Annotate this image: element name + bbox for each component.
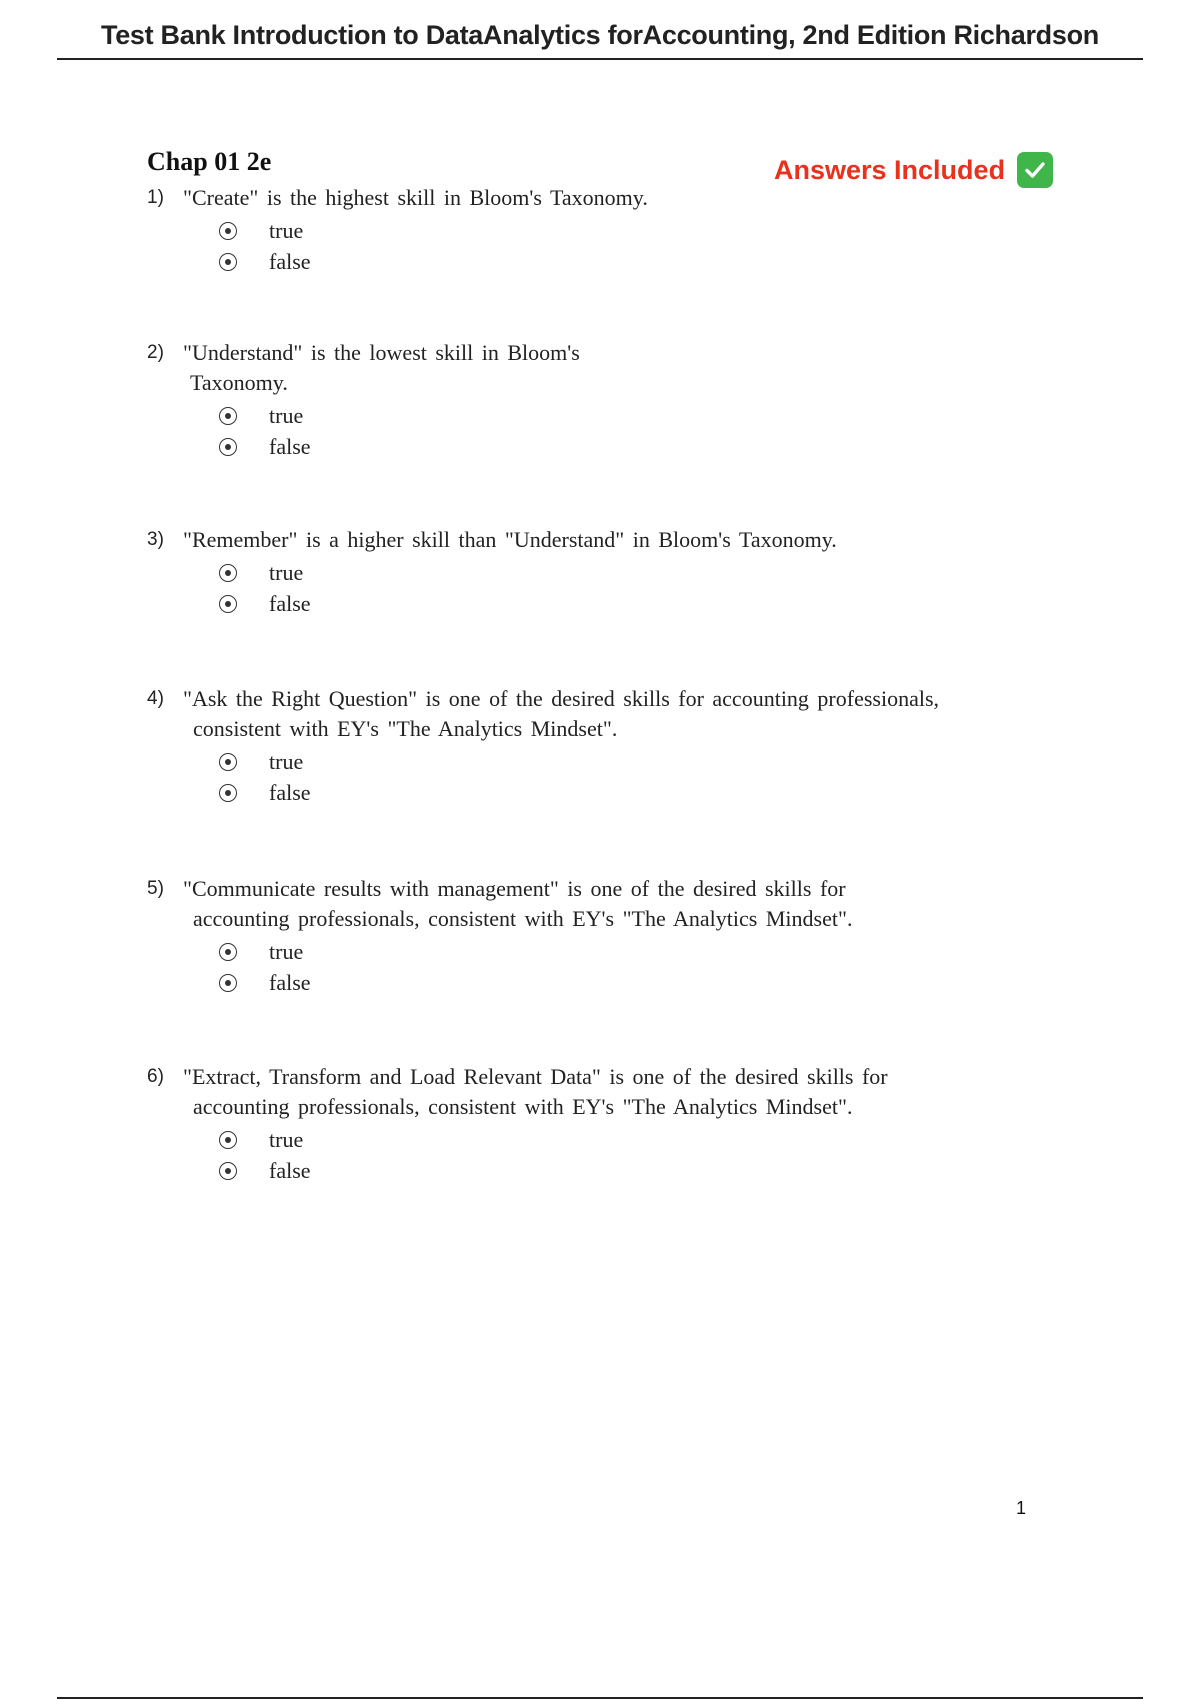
question-text-line: Taxonomy. <box>190 370 288 395</box>
question-5 <box>147 874 1027 998</box>
option-label: true <box>269 402 304 428</box>
option-label: true <box>269 559 304 585</box>
option-true[interactable] <box>219 400 1027 431</box>
option-label: false <box>269 969 311 995</box>
option-label: false <box>269 1157 311 1183</box>
option-label: false <box>269 248 311 274</box>
radio-button-icon[interactable] <box>219 438 237 456</box>
question-2 <box>147 338 1027 462</box>
radio-button-icon[interactable] <box>219 1131 237 1149</box>
radio-button-icon[interactable] <box>219 753 237 771</box>
option-true[interactable] <box>219 936 1027 967</box>
radio-button-icon[interactable] <box>219 253 237 271</box>
option-label: false <box>269 433 311 459</box>
question-number: 6) <box>147 1066 164 1087</box>
question-text-line: "Create" is the highest skill in Bloom's Taxonomy. <box>183 185 648 210</box>
option-label: true <box>269 938 304 964</box>
option-false[interactable] <box>219 588 1027 619</box>
option-true[interactable] <box>219 557 1027 588</box>
question-text-line: accounting professionals, consistent with EY's "The Analytics Mindset". <box>193 906 853 931</box>
question-text-line: "Understand" is the lowest skill in Bloom's <box>183 340 580 365</box>
option-label: true <box>269 1126 304 1152</box>
radio-button-icon[interactable] <box>219 943 237 961</box>
option-label: false <box>269 590 311 616</box>
option-false[interactable] <box>219 431 1027 462</box>
option-false[interactable] <box>219 967 1027 998</box>
question-number: 1) <box>147 187 164 208</box>
question-text-line: "Extract, Transform and Load Relevant Data" is one of the desired skills for <box>183 1064 888 1089</box>
question-3 <box>147 525 1027 619</box>
answer-options <box>219 400 1027 462</box>
page-header: Test Bank Introduction to DataAnalytics forAccounting, 2nd Edition Richardson <box>57 18 1143 60</box>
answer-options <box>219 1124 1027 1186</box>
question-text-line: "Ask the Right Question" is one of the desired skills for accounting professionals, <box>183 686 940 711</box>
option-label: true <box>269 217 304 243</box>
answer-options <box>219 215 1027 277</box>
question-4 <box>147 684 1027 808</box>
answer-options <box>219 936 1027 998</box>
question-6 <box>147 1062 1027 1186</box>
question-1 <box>147 183 1027 277</box>
option-false[interactable] <box>219 777 1027 808</box>
question-text-line: "Communicate results with management" is one of the desired skills for <box>183 876 846 901</box>
question-text-line: "Remember" is a higher skill than "Understand" in Bloom's Taxonomy. <box>183 527 837 552</box>
question-text-line: accounting professionals, consistent with EY's "The Analytics Mindset". <box>193 1094 853 1119</box>
radio-button-icon[interactable] <box>219 222 237 240</box>
option-true[interactable] <box>219 215 1027 246</box>
option-false[interactable] <box>219 246 1027 277</box>
radio-button-icon[interactable] <box>219 595 237 613</box>
radio-button-icon[interactable] <box>219 407 237 425</box>
radio-button-icon[interactable] <box>219 974 237 992</box>
chapter-title: Chap 01 2e <box>147 147 272 176</box>
question-number: 2) <box>147 342 164 363</box>
option-label: true <box>269 748 304 774</box>
radio-button-icon[interactable] <box>219 564 237 582</box>
option-true[interactable] <box>219 1124 1027 1155</box>
option-label: false <box>269 779 311 805</box>
footer-divider <box>57 1697 1143 1699</box>
answer-options <box>219 746 1027 808</box>
page-number: 1 <box>1016 1498 1027 1518</box>
question-number: 5) <box>147 878 164 899</box>
radio-button-icon[interactable] <box>219 784 237 802</box>
answer-options <box>219 557 1027 619</box>
question-number: 3) <box>147 529 164 550</box>
radio-button-icon[interactable] <box>219 1162 237 1180</box>
question-number: 4) <box>147 688 164 709</box>
option-true[interactable] <box>219 746 1027 777</box>
answers-included-text: Answers Included <box>774 154 1006 185</box>
question-text-line: consistent with EY's "The Analytics Mindset". <box>193 716 618 741</box>
option-false[interactable] <box>219 1155 1027 1186</box>
